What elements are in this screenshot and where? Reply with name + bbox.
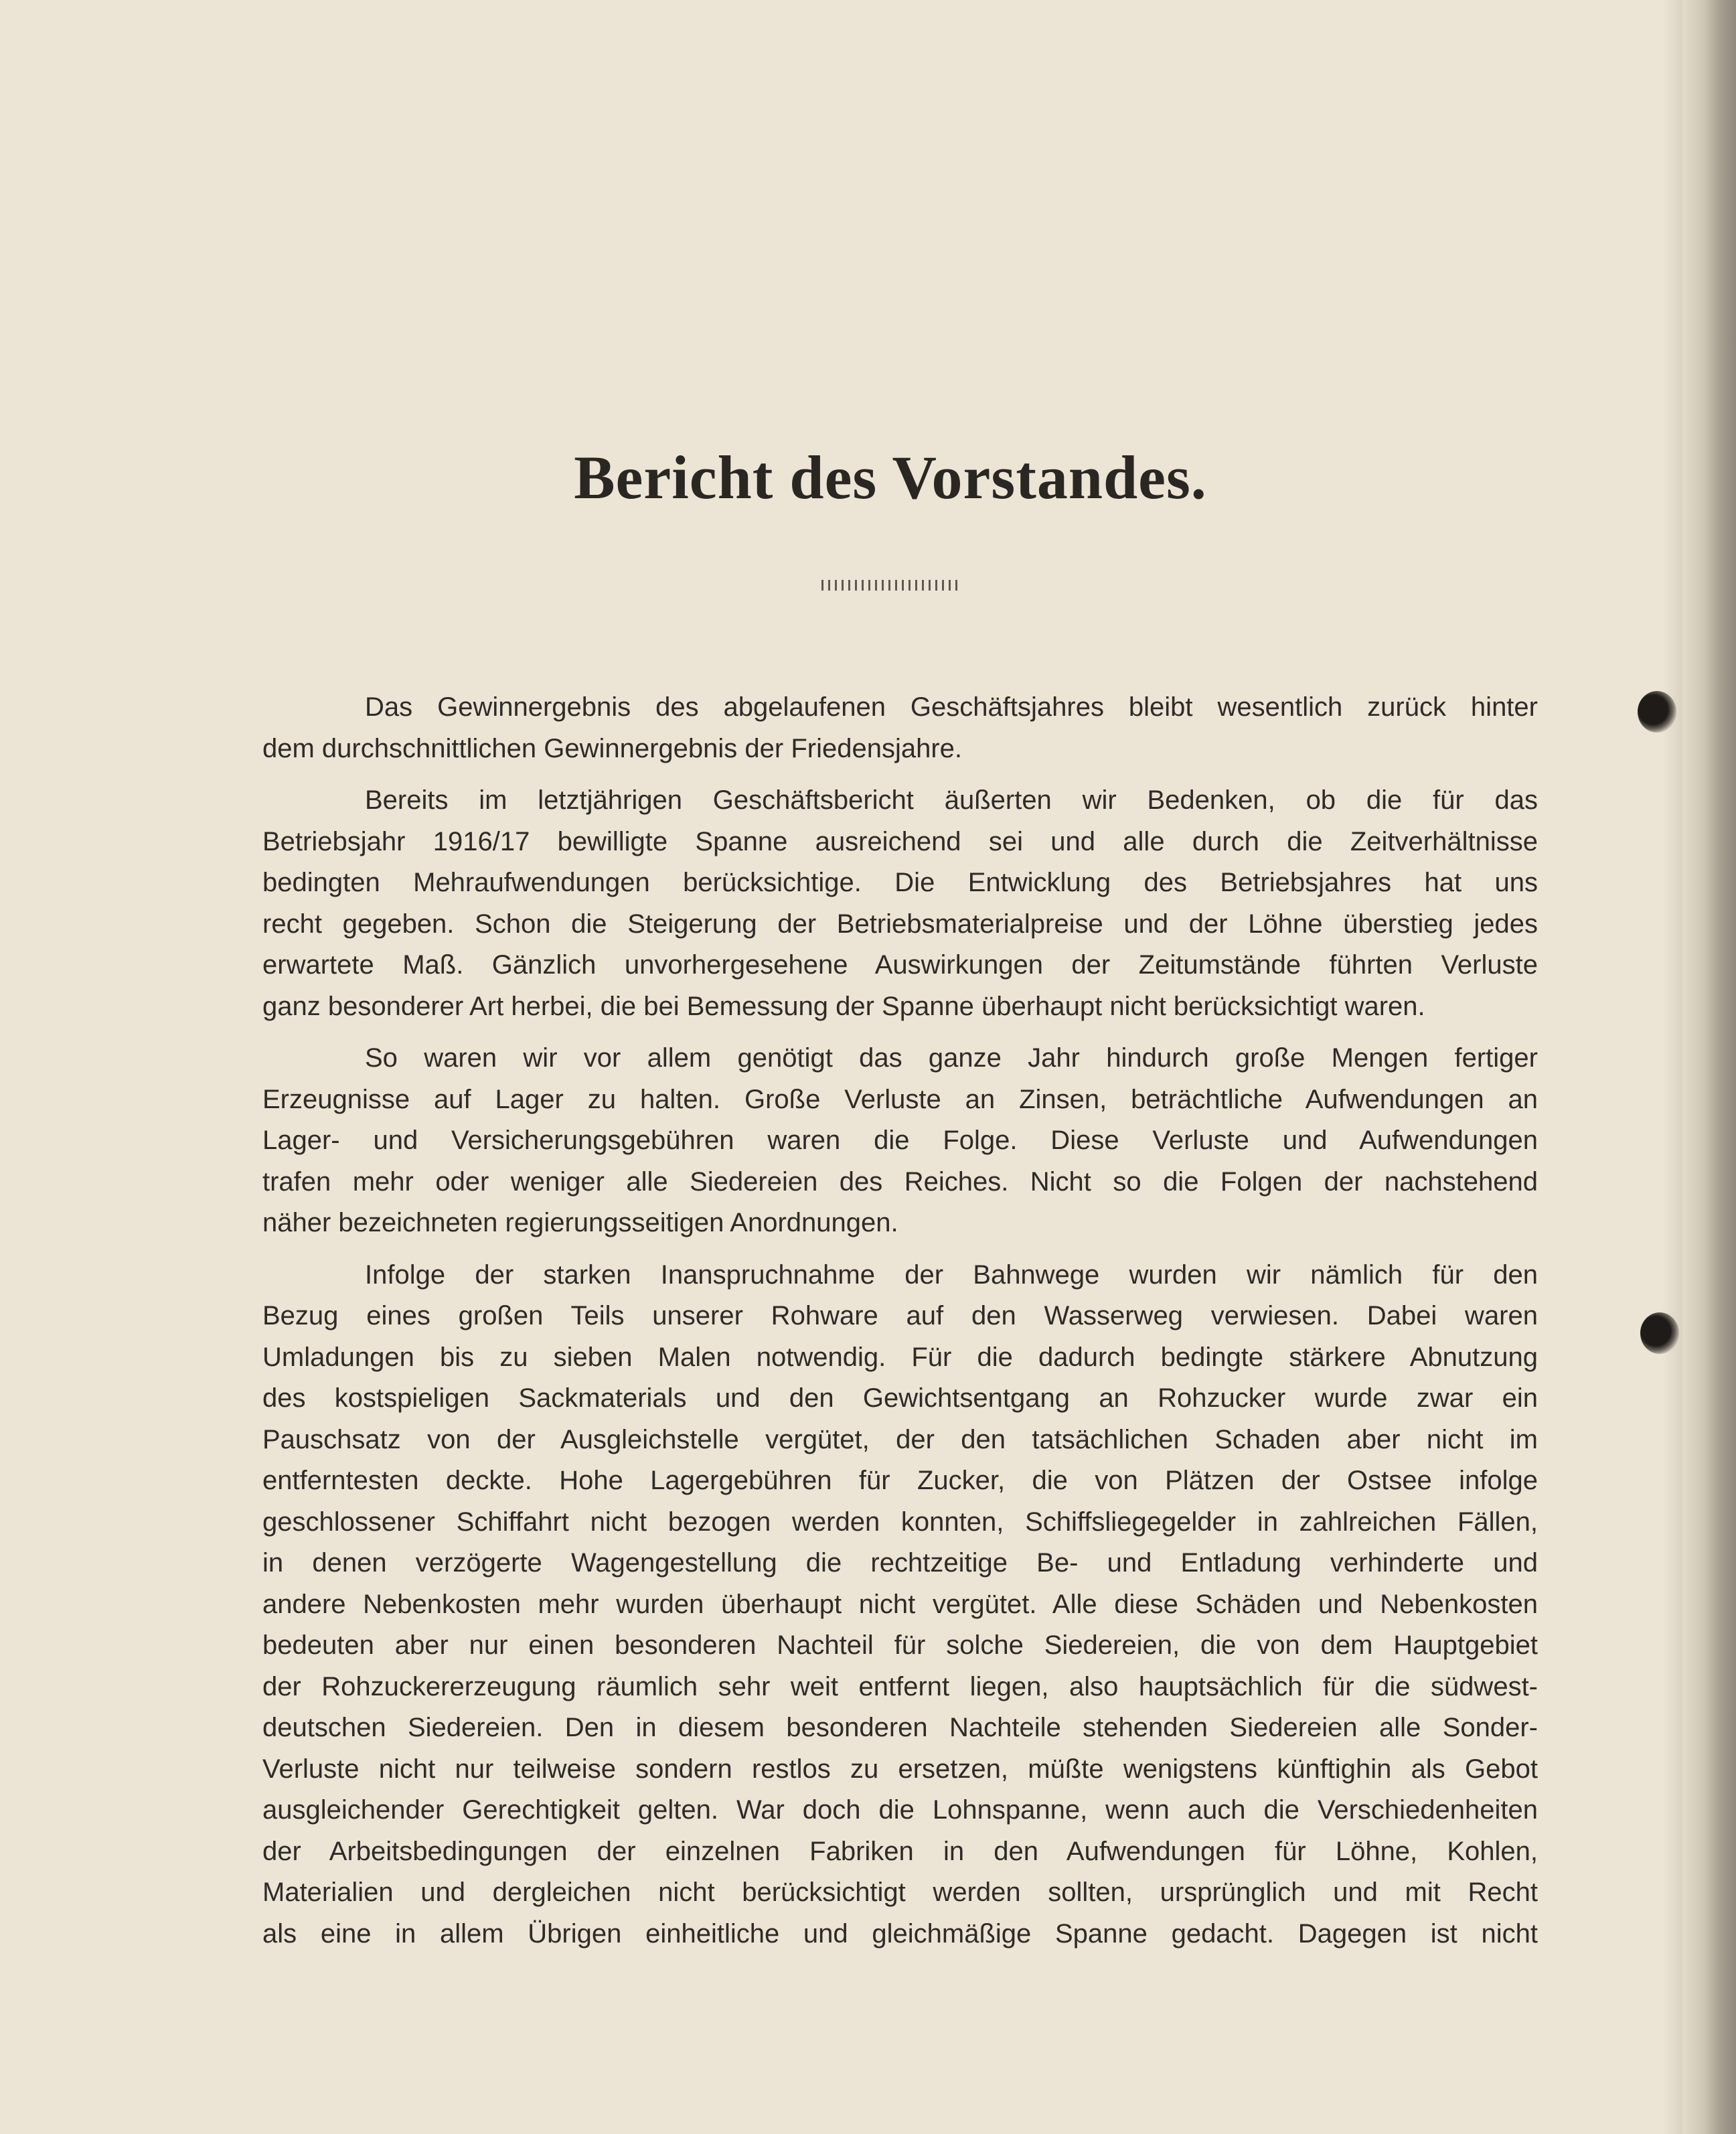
text-line: bedeuten aber nur einen besonderen Nachteil für solche Siedereien, die von dem Hauptgebiet — [262, 1630, 1538, 1660]
text-line: entferntesten deckte. Hohe Lagergebühren für Zucker, die von Plätzen der Ostsee infolge — [262, 1466, 1538, 1495]
text-line: des kostspieligen Sackmaterials und den Gewichtsentgang an Rohzucker wurde zwar ein — [262, 1383, 1538, 1413]
text-line: Umladungen bis zu sieben Malen notwendig. Für die dadurch bedingte stärkere Abnutzung — [262, 1342, 1538, 1372]
text-line: Bezug eines großen Teils unserer Rohware auf den Wasserweg verwiesen. Dabei waren — [262, 1301, 1538, 1330]
paragraph — [262, 1255, 1538, 1955]
text-line: recht gegeben. Schon die Steigerung der Betriebsmaterialpreise und der Löhne überstieg jedes — [262, 909, 1538, 939]
punch-hole — [1640, 1312, 1679, 1354]
text-line: dem durchschnittlichen Gewinnergebnis der Friedensjahre. — [262, 733, 962, 763]
text-line: trafen mehr oder weniger alle Siedereien des Reiches. Nicht so die Folgen der nachstehend — [262, 1166, 1538, 1197]
text-line: erwartete Maß. Gänzlich unvorhergesehene Auswirkungen der Zeitumstände führten Verluste — [262, 950, 1538, 980]
text-line: Bereits im letztjährigen Geschäftsbericht äußerten wir Bedenken, ob die für das — [365, 785, 1538, 815]
punch-hole — [1638, 691, 1676, 733]
text-line: Materialien und dergleichen nicht berücksichtigt werden sollten, ursprünglich und mit Recht — [262, 1878, 1538, 1907]
text-line: der Rohzuckererzeugung räumlich sehr weit entfernt liegen, also hauptsächlich für die südwest- — [262, 1671, 1538, 1701]
text-line: So waren wir vor allem genötigt das ganze Jahr hindurch große Mengen fertiger — [365, 1043, 1538, 1073]
paragraph — [262, 780, 1538, 1027]
text-line: Lager- und Versicherungsgebühren waren die Folge. Diese Verluste und Aufwendungen — [262, 1126, 1538, 1155]
text-line: Infolge der starken Inanspruchnahme der Bahnwege wurden wir nämlich für den — [365, 1260, 1538, 1290]
page-shadow — [1662, 0, 1682, 2134]
paragraph — [262, 687, 1538, 769]
report-body — [262, 687, 1538, 1965]
text-line: deutschen Siedereien. Den in diesem besonderen Nachteile stehenden Siedereien alle Sonder- — [262, 1713, 1538, 1742]
text-line: der Arbeitsbedingungen der einzelnen Fabriken in den Aufwendungen für Löhne, Kohlen, — [262, 1836, 1538, 1866]
text-line: andere Nebenkosten mehr wurden überhaupt nicht vergütet. Alle diese Schäden und Nebenkosten — [262, 1589, 1538, 1619]
text-line: in denen verzögerte Wagengestellung die rechtzeitige Be- und Entladung verhinderte und — [262, 1548, 1538, 1578]
text-line: Pauschsatz von der Ausgleichstelle vergütet, der den tatsächlichen Schaden aber nicht im — [262, 1424, 1538, 1454]
text-line: Verluste nicht nur teilweise sondern restlos zu ersetzen, müßte wenigstens künftighin als Gebot — [262, 1754, 1538, 1784]
text-line: ganz besonderer Art herbei, die bei Bemessung der Spanne überhaupt nicht berücksichtigt waren. — [262, 991, 1425, 1021]
title-ornament — [821, 580, 962, 591]
page-edge — [1682, 0, 1736, 2134]
paragraph — [262, 1038, 1538, 1244]
text-line: Betriebsjahr 1916/17 bewilligte Spanne ausreichend sei und alle durch die Zeitverhältnisse — [262, 826, 1538, 856]
text-line: Das Gewinnergebnis des abgelaufenen Geschäftsjahres bleibt wesentlich zurück hinter — [365, 692, 1538, 722]
page-title: Bericht des Vorstandes. — [574, 443, 1207, 512]
text-line: Erzeugnisse auf Lager zu halten. Große Verluste an Zinsen, beträchtliche Aufwendungen an — [262, 1084, 1538, 1114]
text-line: als eine in allem Übrigen einheitliche und gleichmäßige Spanne gedacht. Dagegen ist nicht — [262, 1918, 1538, 1949]
text-line: näher bezeichneten regierungsseitigen Anordnungen. — [262, 1208, 898, 1237]
text-line: geschlossener Schiffahrt nicht bezogen werden konnten, Schiffsliegegelder in zahlreichen Fällen, — [262, 1507, 1538, 1537]
text-line: bedingten Mehraufwendungen berücksichtige. Die Entwicklung des Betriebsjahres hat uns — [262, 868, 1538, 897]
text-line: ausgleichender Gerechtigkeit gelten. War doch die Lohnspanne, wenn auch die Verschiedenheiten — [262, 1795, 1538, 1825]
